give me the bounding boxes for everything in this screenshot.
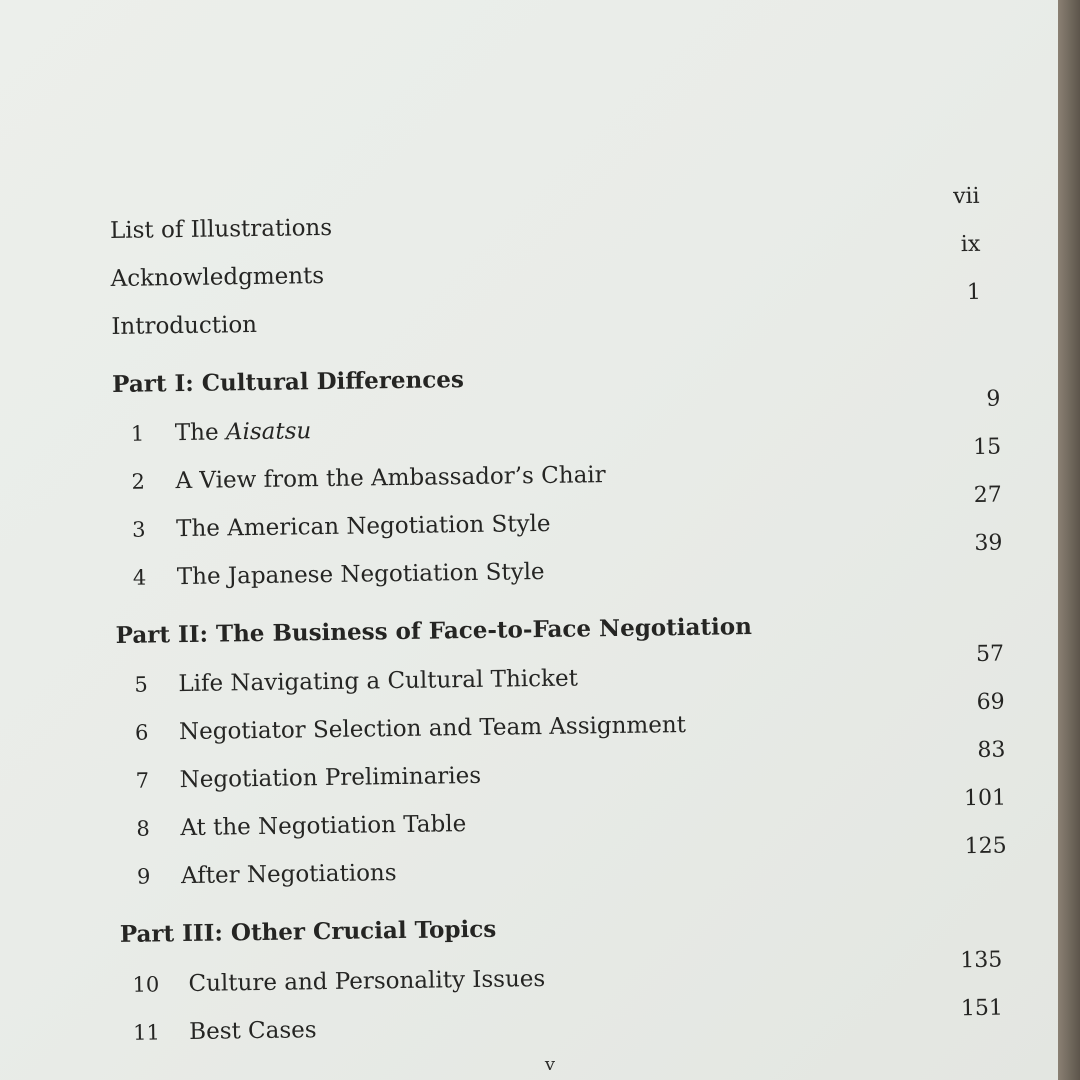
toc-entry-introduction <box>111 279 982 344</box>
chapter-page: 27 <box>973 482 1002 508</box>
chapter-page: 39 <box>974 530 1003 556</box>
chapter-page: 135 <box>960 947 1003 974</box>
part-heading-text: Part II: The Business of Face-to-Face Negotiation <box>115 613 753 649</box>
toc-entry-illustrations <box>109 183 980 248</box>
chapter-title: The Japanese Negotiation Style <box>176 558 545 591</box>
chapter-page: 9 <box>986 386 1001 412</box>
page-number-footer: v <box>544 1054 556 1075</box>
toc-entry-page: 1 <box>966 279 982 306</box>
chapter-title: Best Cases <box>189 1017 317 1045</box>
part-heading <box>112 356 982 402</box>
chapter-page: 151 <box>960 995 1004 1022</box>
chapter-title: A View from the Ambassador’s Chair <box>175 462 606 495</box>
chapter-number: 3 <box>132 517 146 542</box>
chapter-number: 8 <box>136 816 150 841</box>
chapter-title: At the Negotiation Table <box>180 811 467 842</box>
chapter-number: 9 <box>136 864 151 889</box>
toc-chapter <box>132 482 1002 547</box>
toc-chapter <box>132 530 1003 595</box>
chapter-number: 2 <box>131 469 146 494</box>
toc-entry-title: List of Illustrations <box>109 214 333 244</box>
toc-chapter <box>135 737 1006 798</box>
chapter-title: The American Negotiation Style <box>176 510 551 543</box>
part-heading-text: Part I: Cultural Differences <box>111 366 465 398</box>
part-heading <box>120 906 990 952</box>
chapter-title: The <box>174 419 227 447</box>
toc-entry-page: vii <box>952 183 980 210</box>
toc-chapter <box>136 833 1007 894</box>
toc-chapter <box>130 386 1001 451</box>
chapter-number: 4 <box>132 565 147 590</box>
toc-chapter <box>132 947 1003 1002</box>
chapter-number: 7 <box>135 768 150 793</box>
page-edge-shadow <box>1058 0 1080 1080</box>
chapter-page: 15 <box>972 434 1002 460</box>
chapter-page: 69 <box>976 689 1005 715</box>
toc-chapter <box>131 434 1002 499</box>
chapter-title-italic: Aisatsu <box>225 418 312 446</box>
toc-entry-page: ix <box>960 231 981 258</box>
chapter-page: 83 <box>977 737 1006 763</box>
chapter-title: After Negotiations <box>180 860 397 890</box>
toc-chapter <box>133 995 1004 1050</box>
chapter-page: 57 <box>975 641 1005 667</box>
chapter-number: 5 <box>134 672 148 697</box>
chapter-title: Life Navigating a Cultural Thicket <box>178 665 579 698</box>
chapter-number: 1 <box>130 421 145 446</box>
toc-entry-title: Acknowledgments <box>110 263 325 292</box>
chapter-page: 101 <box>963 785 1007 812</box>
chapter-number: 6 <box>134 720 149 745</box>
chapter-page: 125 <box>964 833 1007 860</box>
chapter-title: Negotiation Preliminaries <box>179 762 482 794</box>
toc-chapter <box>134 689 1005 750</box>
part-heading <box>115 607 985 653</box>
toc-entry-acknowledgments <box>110 231 981 296</box>
toc-entry-title: Introduction <box>111 311 258 340</box>
chapter-number: 11 <box>133 1020 161 1045</box>
chapter-number: 10 <box>132 972 160 997</box>
part-heading-text: Part III: Other Crucial Topics <box>119 915 497 948</box>
chapter-title: Culture and Personality Issues <box>188 965 546 997</box>
chapter-title: Negotiator Selection and Team Assignment <box>178 712 687 746</box>
toc-chapter <box>136 785 1007 846</box>
